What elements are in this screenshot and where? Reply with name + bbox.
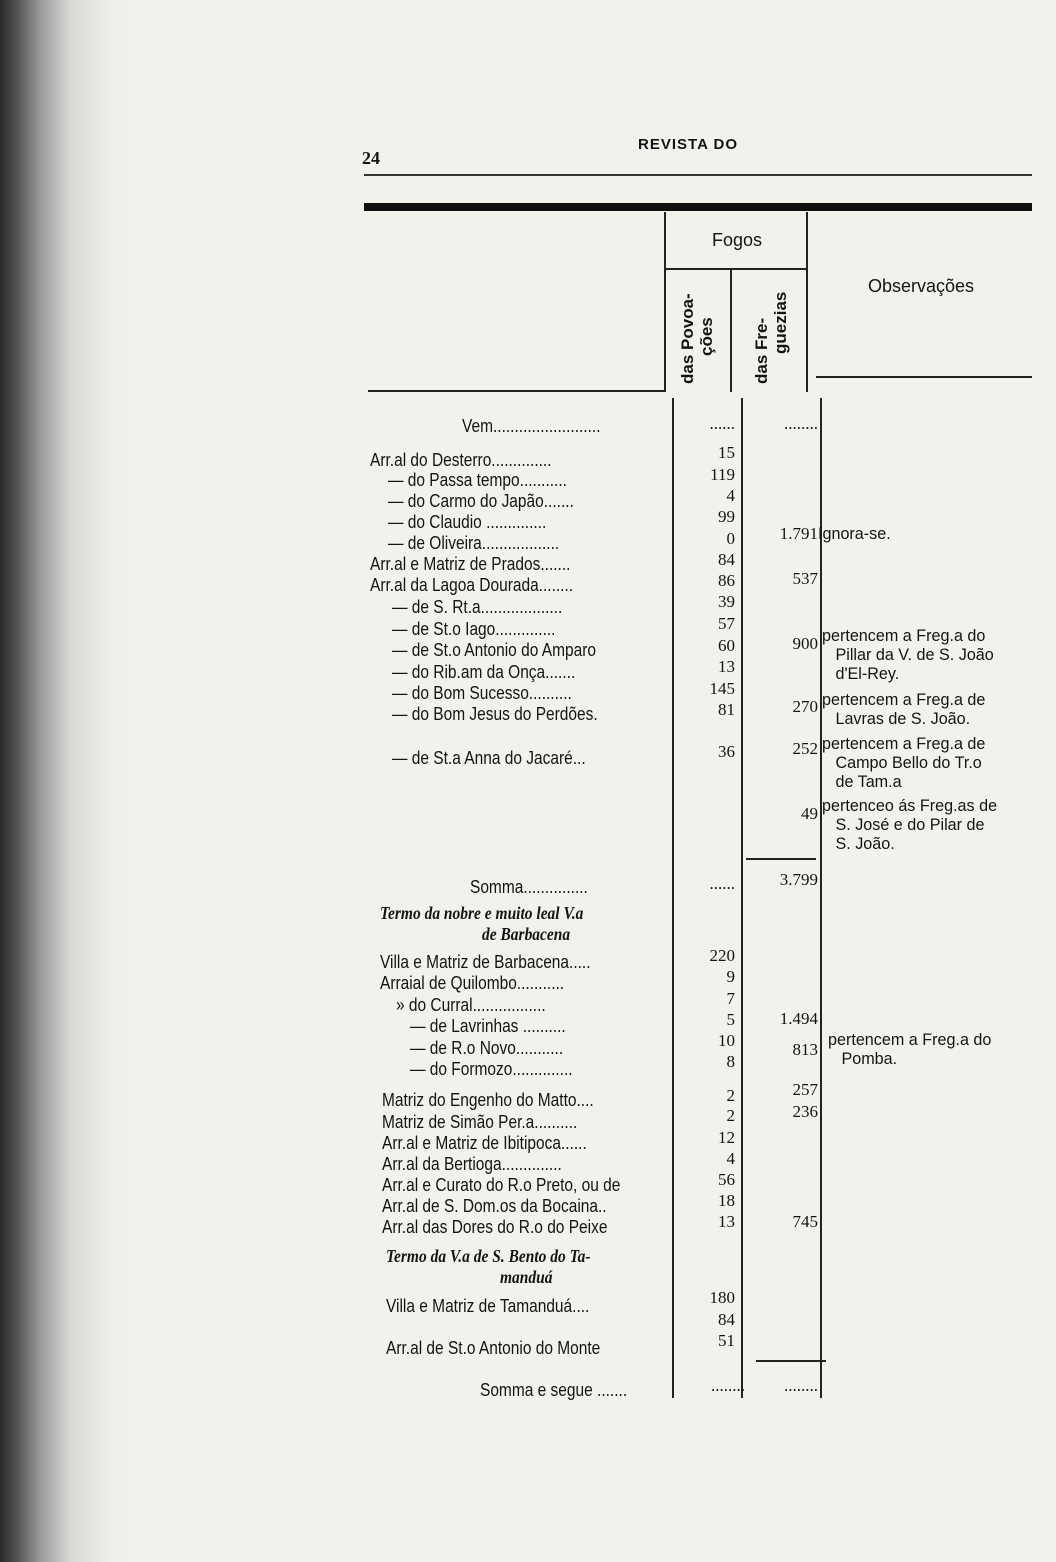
table-row-povoacoes: 145: [709, 679, 735, 698]
table-row-freguezias: 236: [792, 1102, 818, 1121]
table-row-label: Arr.al e Curato do R.o Preto, ou de: [382, 1175, 621, 1195]
column-divider-obs: [806, 212, 808, 392]
table-row-povoacoes: 36: [718, 742, 735, 761]
table-row-freguezias: 813: [792, 1040, 818, 1059]
section-heading: Termo da V.a de S. Bento do Ta-: [386, 1246, 591, 1266]
table-row-label: Arr.al e Matriz de Ibitipoca......: [382, 1133, 587, 1153]
fogos-underline: [664, 268, 806, 270]
observacoes-header: Observações: [868, 276, 975, 296]
table-row-povoacoes: 7: [726, 989, 735, 1008]
table-row-observacao: pertencem a Freg.a do Pomba.: [828, 1030, 992, 1068]
table-row-label: — de St.o Antonio do Amparo: [392, 640, 596, 660]
header-bottom-rule-left: [368, 390, 666, 392]
table-row-povoacoes: 8: [726, 1052, 735, 1071]
table-row-povoacoes: 18: [718, 1191, 735, 1210]
table-row-label: — do Carmo do Japão.......: [388, 491, 574, 511]
table-row-povoacoes: 12: [718, 1128, 735, 1147]
table-row-povoacoes: 10: [718, 1031, 735, 1050]
table-row-freguezias: 257: [792, 1080, 818, 1099]
table-row-povoacoes: 15: [718, 443, 735, 462]
table-row-label: — de Lavrinhas ..........: [410, 1016, 566, 1036]
table-row-label: — do Passa tempo...........: [388, 470, 567, 490]
table-row-observacao: pertencem a Freg.a do Pillar da V. de S. João d'El-Rey.: [822, 626, 994, 683]
table-row-povoacoes: 60: [718, 636, 735, 655]
table-row-label: — de R.o Novo...........: [410, 1038, 564, 1058]
table-row-freguezias: 537: [792, 569, 818, 588]
table-row-freguezias: 252: [792, 739, 818, 758]
table-row-povoacoes: 39: [718, 592, 735, 611]
table-row-label: — de St.a Anna do Jacaré...: [392, 748, 586, 768]
table-row-label: — do Claudio ..............: [388, 512, 547, 532]
table-row-label: Arr.al da Lagoa Dourada........: [370, 575, 574, 595]
table-row-povoacoes: 180: [709, 1288, 735, 1307]
table-row-observacao: pertencem a Freg.a de Campo Bello do Tr.o de Tam.a: [822, 734, 986, 791]
table-row-label: Arr.al de St.o Antonio do Monte: [386, 1338, 601, 1358]
table-top-rule: [364, 203, 1032, 211]
somma-povoacoes: ......: [709, 874, 735, 893]
somma-label: Somma...............: [470, 877, 588, 897]
section-heading: manduá: [500, 1267, 553, 1287]
table-row-label: — de S. Rt.a...................: [392, 597, 563, 617]
table-row-label: — de St.o Iago..............: [392, 619, 556, 639]
table-row-label: Villa e Matriz de Tamanduá....: [386, 1296, 590, 1316]
table-row-povoacoes: 5: [726, 1010, 735, 1029]
table-row-povoacoes: 13: [718, 1212, 735, 1231]
page-number: 24: [362, 148, 380, 168]
table-row-label: Matriz do Engenho do Matto....: [382, 1090, 594, 1110]
table-row-label: Arr.al das Dores do R.o do Peixe: [382, 1217, 608, 1237]
table-row-povoacoes: 99: [718, 507, 735, 526]
table-row-freguezias: 1.494: [779, 1009, 818, 1028]
table-row-observacao: pertencem a Freg.a de Lavras de S. João.: [822, 690, 986, 728]
table-row-povoacoes: 57: [718, 614, 735, 633]
section-heading: Termo da nobre e muito leal V.a: [380, 903, 584, 923]
header-rule: [364, 174, 1032, 176]
somma-rule: [746, 858, 816, 860]
table-row-label: » do Curral.................: [396, 995, 546, 1015]
table-row-label: — do Bom Sucesso..........: [392, 683, 572, 703]
table-row-povoacoes: 86: [718, 571, 735, 590]
running-title: REVISTA DO: [638, 136, 739, 153]
table-row-freguezias: 745: [792, 1212, 818, 1231]
table-row-povoacoes: 13: [718, 657, 735, 676]
table-row-freguezias: 1.791: [779, 524, 818, 543]
fogos-header: Fogos: [712, 230, 763, 250]
table-row-label: Arraial de Quilombo...........: [380, 973, 565, 993]
header-bottom-rule-right: [816, 376, 1032, 378]
table-row-povoacoes: 119: [710, 465, 735, 484]
table-row-label: Arr.al de S. Dom.os da Bocaina..: [382, 1196, 607, 1216]
table-row-observacao: Ignora-se.: [818, 524, 891, 543]
table-row-povoacoes: 4: [726, 486, 735, 505]
somma-segue-rule: [756, 1360, 826, 1362]
das-freguezias-header: das Fre- guezias: [752, 291, 790, 384]
table-row-povoacoes: 220: [709, 946, 735, 965]
table-row-freguezias: 49: [801, 804, 818, 823]
somma-freguezias: 3.799: [779, 870, 818, 889]
table-row-povoacoes: 0: [726, 529, 735, 548]
section-heading: de Barbacena: [482, 924, 571, 944]
table-row-freguezias: ........: [784, 414, 818, 433]
das-povoacoes-header: das Povoa- ções: [678, 293, 716, 384]
table-row-label: — do Rib.am da Onça.......: [392, 662, 576, 682]
table-row-povoacoes: 2: [726, 1106, 735, 1125]
column-divider-body-2: [741, 398, 743, 1398]
somma-e-segue-label: Somma e segue .......: [480, 1380, 628, 1400]
table-row-label: Arr.al da Bertioga..............: [382, 1154, 562, 1174]
table-row-povoacoes: 84: [718, 550, 735, 569]
table-row-label: Villa e Matriz de Barbacena.....: [380, 952, 591, 972]
table-row-freguezias: 900: [792, 634, 818, 653]
column-divider-fogos: [730, 270, 732, 392]
table-row-observacao: pertenceo ás Freg.as de S. José e do Pilar de S. João.: [822, 796, 998, 853]
table-row-label: Arr.al e Matriz de Prados.......: [370, 554, 571, 574]
table-row-label: Matriz de Simão Per.a..........: [382, 1112, 578, 1132]
table-row-povoacoes: 81: [718, 700, 735, 719]
table-row-label: — de Oliveira..................: [388, 533, 560, 553]
column-divider-label: [664, 212, 666, 392]
table-row-povoacoes: 56: [718, 1170, 735, 1189]
table-row-povoacoes: 51: [718, 1331, 735, 1350]
table-row-povoacoes: 84: [718, 1310, 735, 1329]
table-row-povoacoes: 4: [726, 1149, 735, 1168]
table-row-label: — do Formozo..............: [410, 1059, 573, 1079]
table-row-freguezias: 270: [792, 697, 818, 716]
table-row-label: Vem.........................: [462, 416, 601, 436]
table-row-label: — do Bom Jesus do Perdões.: [392, 704, 598, 724]
table-row-povoacoes: 2: [726, 1086, 735, 1105]
table-row-label: Arr.al do Desterro..............: [370, 450, 552, 470]
table-row-povoacoes: 9: [726, 967, 735, 986]
column-divider-body-3: [820, 398, 822, 1398]
somma-e-segue-povoacoes: ........: [711, 1376, 745, 1395]
table-row-povoacoes: ......: [709, 414, 735, 433]
column-divider-body-1: [672, 398, 674, 1398]
somma-e-segue-freguezias: ........: [784, 1376, 818, 1395]
